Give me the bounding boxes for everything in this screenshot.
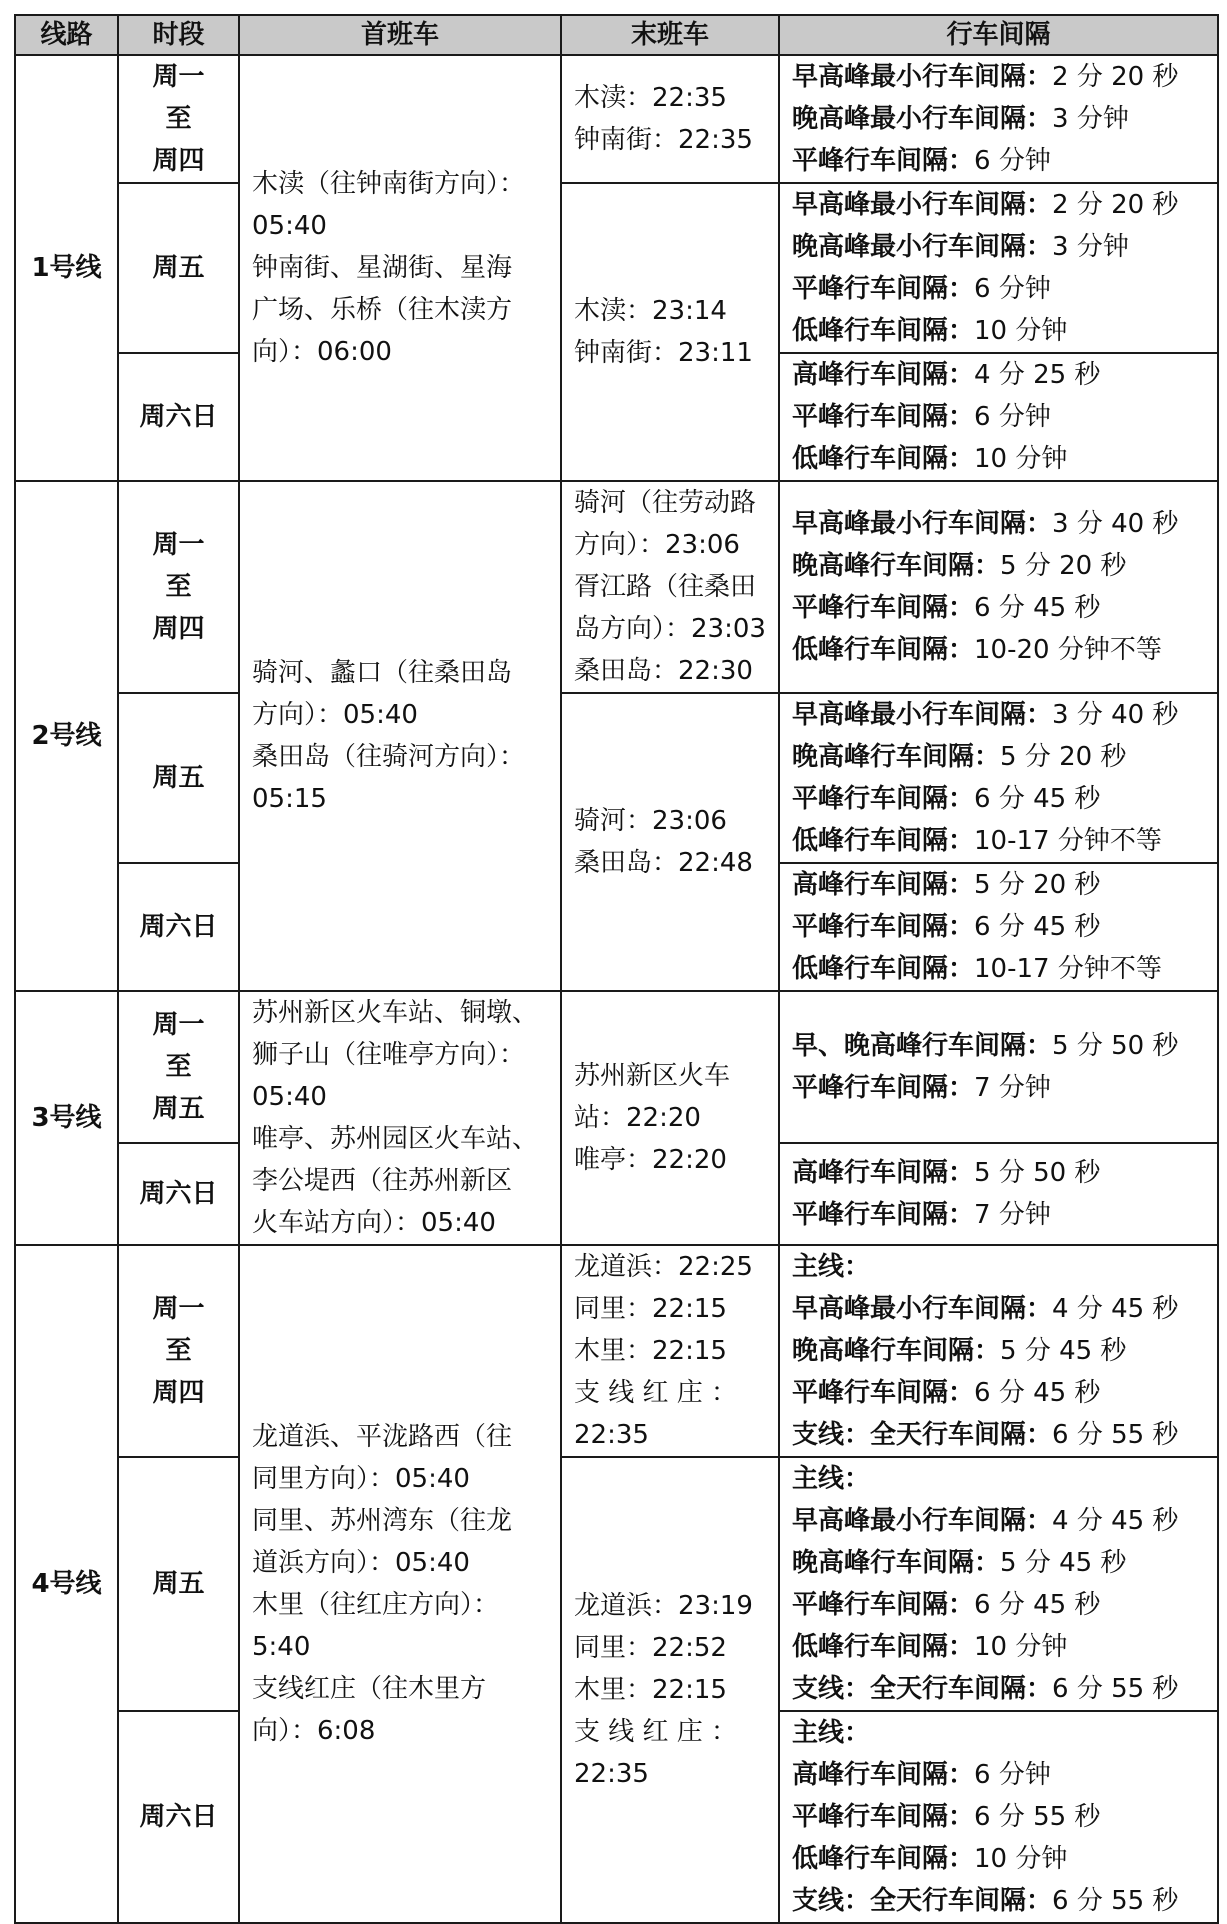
interval-cell — [779, 183, 1218, 353]
interval-value: 6 分 55 秒 — [974, 1802, 1101, 1832]
table-row — [15, 693, 1218, 863]
first-train-line: 狮子山（往唯亭方向）： — [252, 1040, 526, 1070]
interval-line — [792, 1500, 1205, 1542]
period-label: 至 — [165, 1051, 192, 1082]
period-label: 周一 — [152, 1009, 205, 1040]
interval-value: 10-20 分钟不等 — [974, 635, 1162, 665]
interval-label: 平峰行车间隔： — [792, 1072, 975, 1103]
interval-value: 2 分 20 秒 — [1052, 62, 1179, 92]
header-first-train: 首班车 — [239, 15, 561, 55]
interval-value: 6 分 45 秒 — [974, 1590, 1101, 1620]
interval-line — [792, 736, 1205, 778]
first-train-line: 火车站方向）：05:40 — [252, 1208, 496, 1238]
interval-label: 主线： — [792, 1252, 871, 1282]
timetable-body — [15, 55, 1218, 1923]
first-train-line: 木渎（往钟南街方向）： — [252, 169, 526, 199]
interval-label: 早高峰最小行车间隔： — [792, 62, 1053, 92]
period-label: 周一 — [152, 62, 205, 92]
last-train-line: 同里：22:52 — [574, 1633, 727, 1663]
interval-label: 早、晚高峰行车间隔： — [792, 1030, 1053, 1061]
period-label: 至 — [165, 572, 192, 602]
interval-value: 3 分 40 秒 — [1052, 700, 1179, 730]
period-label: 至 — [165, 104, 192, 134]
last-train-line: 木里：22:15 — [574, 1675, 727, 1705]
interval-line — [792, 864, 1205, 906]
period-label: 周一 — [152, 1294, 205, 1324]
interval-line — [792, 629, 1205, 671]
interval-label: 高峰行车间隔： — [792, 1157, 975, 1188]
first-train-line: 广场、乐桥（往木渎方 — [252, 295, 513, 325]
interval-value: 5 分 20 秒 — [974, 870, 1101, 900]
last-train-line: 站：22:20 — [574, 1103, 701, 1133]
interval-label: 平峰行车间隔： — [792, 1590, 975, 1620]
interval-line — [792, 396, 1205, 438]
first-train-line: 5:40 — [252, 1632, 311, 1662]
interval-line — [792, 820, 1205, 862]
interval-line — [792, 1626, 1205, 1668]
interval-value: 6 分 55 秒 — [1052, 1886, 1179, 1916]
last-train-line: 同里：22:15 — [574, 1294, 727, 1324]
interval-value: 6 分 45 秒 — [974, 593, 1101, 623]
interval-label: 平峰行车间隔： — [792, 593, 975, 623]
interval-line — [792, 1754, 1205, 1796]
first-train-cell — [239, 991, 561, 1245]
interval-line — [792, 778, 1205, 820]
interval-label: 低峰行车间隔： — [792, 1844, 975, 1874]
interval-label: 早高峰最小行车间隔： — [792, 700, 1053, 730]
header-line: 线路 — [15, 15, 118, 55]
interval-value: 6 分钟 — [974, 402, 1051, 432]
period-cell — [118, 1143, 239, 1245]
first-train-line: 木里（往红庄方向）： — [252, 1590, 500, 1620]
interval-line — [792, 906, 1205, 948]
interval-label: 晚高峰行车间隔： — [792, 1548, 1001, 1578]
first-train-line: 支线红庄（往木里方 — [252, 1674, 487, 1704]
last-train-line: 桑田岛：22:48 — [574, 848, 753, 878]
interval-cell — [779, 1711, 1218, 1923]
interval-label: 低峰行车间隔： — [792, 444, 975, 474]
last-train-line: 支 线 红 庄 ： — [574, 1717, 738, 1747]
interval-cell — [779, 1143, 1218, 1245]
period-label: 周六日 — [139, 1178, 218, 1209]
interval-cell — [779, 1245, 1218, 1457]
period-label: 周六日 — [139, 402, 218, 432]
interval-line — [792, 268, 1205, 310]
last-train-cell — [561, 481, 779, 693]
interval-value: 5 分 45 秒 — [1000, 1336, 1127, 1366]
period-label: 周四 — [152, 146, 205, 176]
header-row — [15, 15, 1218, 55]
first-train-line: 同里、苏州湾东（往龙 — [252, 1506, 513, 1536]
first-train-line: 方向）：05:40 — [252, 700, 418, 730]
period-cell — [118, 991, 239, 1143]
interval-line — [792, 545, 1205, 587]
interval-value: 10 分钟 — [974, 1844, 1068, 1874]
interval-value: 6 分钟 — [974, 274, 1051, 304]
first-train-line: 桑田岛（往骑河方向）： — [252, 742, 526, 772]
interval-cell — [779, 1457, 1218, 1711]
interval-label: 高峰行车间隔： — [792, 870, 975, 900]
interval-value: 7 分钟 — [974, 1199, 1051, 1230]
last-train-line: 骑河：23:06 — [574, 806, 727, 836]
interval-label: 早高峰最小行车间隔： — [792, 1294, 1053, 1324]
interval-label: 晚高峰行车间隔： — [792, 1336, 1001, 1366]
interval-value: 6 分钟 — [974, 146, 1051, 176]
interval-line — [792, 140, 1205, 182]
interval-value: 10 分钟 — [974, 316, 1068, 346]
interval-value: 6 分 55 秒 — [1052, 1674, 1179, 1704]
line-name: 1号线 — [15, 55, 118, 481]
interval-label: 主线： — [792, 1718, 871, 1748]
interval-label: 低峰行车间隔： — [792, 316, 975, 346]
interval-line — [792, 948, 1205, 990]
first-train-line: 钟南街、星湖街、星海 — [252, 253, 513, 283]
interval-label: 晚高峰行车间隔： — [792, 551, 1001, 581]
first-train-cell — [239, 481, 561, 991]
last-train-line: 22:35 — [574, 1759, 649, 1789]
header-interval: 行车间隔 — [779, 15, 1218, 55]
interval-line — [792, 226, 1205, 268]
interval-label: 早高峰最小行车间隔： — [792, 1506, 1053, 1536]
interval-line — [792, 1194, 1205, 1236]
period-cell — [118, 693, 239, 863]
first-train-cell — [239, 55, 561, 481]
last-train-line: 桑田岛：22:30 — [574, 656, 753, 686]
interval-label: 支线：全天行车间隔： — [792, 1674, 1053, 1704]
interval-label: 平峰行车间隔： — [792, 1802, 975, 1832]
interval-value: 4 分 45 秒 — [1052, 1506, 1179, 1536]
interval-value: 6 分 45 秒 — [974, 784, 1101, 814]
interval-value: 5 分 45 秒 — [1000, 1548, 1127, 1578]
interval-cell — [779, 353, 1218, 481]
interval-label: 支线：全天行车间隔： — [792, 1420, 1053, 1450]
last-train-line: 木渎：22:35 — [574, 83, 727, 113]
period-label: 周六日 — [139, 1802, 218, 1832]
interval-label: 平峰行车间隔： — [792, 146, 975, 176]
line-name: 3号线 — [15, 991, 118, 1245]
first-train-line: 向）：6:08 — [252, 1716, 376, 1746]
interval-value: 3 分 40 秒 — [1052, 509, 1179, 539]
period-label: 周五 — [152, 1093, 205, 1124]
interval-line — [792, 1838, 1205, 1880]
interval-label: 晚高峰行车间隔： — [792, 742, 1001, 772]
last-train-cell — [561, 693, 779, 991]
interval-label: 高峰行车间隔： — [792, 1760, 975, 1790]
first-train-line: 李公堤西（往苏州新区 — [252, 1166, 513, 1196]
interval-label: 平峰行车间隔： — [792, 402, 975, 432]
interval-line — [792, 503, 1205, 545]
interval-label: 支线：全天行车间隔： — [792, 1886, 1053, 1916]
table-row — [15, 55, 1218, 183]
interval-value: 6 分 55 秒 — [1052, 1420, 1179, 1450]
last-train-cell — [561, 1245, 779, 1457]
last-train-line: 钟南街：22:35 — [574, 125, 753, 155]
interval-label: 平峰行车间隔： — [792, 1378, 975, 1408]
interval-line — [792, 1712, 1205, 1754]
interval-line — [792, 56, 1205, 98]
first-train-line: 05:15 — [252, 784, 327, 814]
interval-line — [792, 1067, 1205, 1109]
interval-line — [792, 1668, 1205, 1710]
last-train-line: 龙道浜：22:25 — [574, 1252, 753, 1282]
last-train-line: 木渎：23:14 — [574, 296, 727, 326]
last-train-line: 唯亭：22:20 — [574, 1145, 727, 1175]
interval-value: 10-17 分钟不等 — [974, 826, 1162, 856]
last-train-cell — [561, 55, 779, 183]
last-train-cell — [561, 1457, 779, 1923]
last-train-line: 龙道浜：23:19 — [574, 1591, 753, 1621]
period-cell — [118, 183, 239, 353]
table-row — [15, 991, 1218, 1143]
interval-value: 5 分 50 秒 — [1052, 1030, 1179, 1061]
interval-cell — [779, 863, 1218, 991]
interval-label: 高峰行车间隔： — [792, 360, 975, 390]
interval-line — [792, 98, 1205, 140]
last-train-line: 22:35 — [574, 1420, 649, 1450]
last-train-line: 钟南街：23:11 — [574, 338, 753, 368]
interval-value: 5 分 50 秒 — [974, 1157, 1101, 1188]
timetable — [14, 14, 1219, 1924]
interval-value: 10 分钟 — [974, 444, 1068, 474]
interval-label: 平峰行车间隔： — [792, 1199, 975, 1230]
table-row — [15, 1457, 1218, 1711]
interval-cell — [779, 991, 1218, 1143]
first-train-line: 05:40 — [252, 1082, 327, 1112]
first-train-line: 道浜方向）：05:40 — [252, 1548, 470, 1578]
interval-line — [792, 694, 1205, 736]
table-row — [15, 1245, 1218, 1457]
interval-cell — [779, 55, 1218, 183]
interval-cell — [779, 481, 1218, 693]
interval-label: 低峰行车间隔： — [792, 954, 975, 984]
interval-value: 6 分钟 — [974, 1760, 1051, 1790]
interval-label: 低峰行车间隔： — [792, 1632, 975, 1662]
period-cell — [118, 481, 239, 693]
interval-line — [792, 1414, 1205, 1456]
last-train-line: 方向）：23:06 — [574, 530, 740, 560]
interval-label: 晚高峰最小行车间隔： — [792, 232, 1053, 262]
interval-line — [792, 1880, 1205, 1922]
interval-label: 平峰行车间隔： — [792, 784, 975, 814]
first-train-cell — [239, 1245, 561, 1923]
first-train-line: 向）：06:00 — [252, 337, 392, 367]
last-train-cell — [561, 991, 779, 1245]
period-cell — [118, 1245, 239, 1457]
first-train-line: 唯亭、苏州园区火车站、 — [252, 1124, 539, 1154]
last-train-line: 骑河（往劳动路 — [574, 488, 757, 518]
interval-value: 2 分 20 秒 — [1052, 190, 1179, 220]
interval-value: 4 分 45 秒 — [1052, 1294, 1179, 1324]
last-train-cell — [561, 183, 779, 481]
interval-line — [792, 1796, 1205, 1838]
header-last-train: 末班车 — [561, 15, 779, 55]
interval-line — [792, 354, 1205, 396]
interval-value: 10 分钟 — [974, 1632, 1068, 1662]
last-train-line: 岛方向）：23:03 — [574, 614, 766, 644]
period-cell — [118, 1457, 239, 1711]
interval-line — [792, 1246, 1205, 1288]
line-name: 4号线 — [15, 1245, 118, 1923]
period-label: 周五 — [152, 763, 205, 793]
period-label: 至 — [165, 1336, 192, 1366]
first-train-line: 龙道浜、平泷路西（往 — [252, 1422, 513, 1452]
interval-label: 早高峰最小行车间隔： — [792, 190, 1053, 220]
interval-value: 3 分钟 — [1052, 232, 1129, 262]
interval-label: 低峰行车间隔： — [792, 635, 975, 665]
first-train-line: 骑河、蠡口（往桑田岛 — [252, 658, 513, 688]
period-cell — [118, 55, 239, 183]
interval-value: 4 分 25 秒 — [974, 360, 1101, 390]
interval-label: 早高峰最小行车间隔： — [792, 509, 1053, 539]
period-label: 周五 — [152, 1569, 205, 1599]
interval-value: 6 分 45 秒 — [974, 912, 1101, 942]
period-label: 周四 — [152, 614, 205, 644]
interval-label: 晚高峰最小行车间隔： — [792, 104, 1053, 134]
interval-value: 7 分钟 — [974, 1072, 1051, 1103]
interval-line — [792, 1458, 1205, 1500]
interval-line — [792, 587, 1205, 629]
interval-line — [792, 1372, 1205, 1414]
interval-label: 平峰行车间隔： — [792, 912, 975, 942]
period-label: 周五 — [152, 253, 205, 283]
interval-line — [792, 184, 1205, 226]
first-train-line: 05:40 — [252, 211, 327, 241]
period-label: 周六日 — [139, 912, 218, 942]
period-label: 周一 — [152, 530, 205, 560]
interval-line — [792, 1542, 1205, 1584]
first-train-line: 苏州新区火车站、铜墩、 — [252, 998, 539, 1028]
period-cell — [118, 1711, 239, 1923]
interval-value: 5 分 20 秒 — [1000, 742, 1127, 772]
interval-label: 平峰行车间隔： — [792, 274, 975, 304]
period-label: 周四 — [152, 1378, 205, 1408]
interval-value: 3 分钟 — [1052, 104, 1129, 134]
header-period: 时段 — [118, 15, 239, 55]
last-train-line: 苏州新区火车 — [574, 1061, 731, 1091]
interval-value: 5 分 20 秒 — [1000, 551, 1127, 581]
interval-label: 主线： — [792, 1464, 871, 1494]
interval-value: 10-17 分钟不等 — [974, 954, 1162, 984]
last-train-line: 木里：22:15 — [574, 1336, 727, 1366]
period-cell — [118, 353, 239, 481]
first-train-line: 同里方向）：05:40 — [252, 1464, 470, 1494]
table-row — [15, 183, 1218, 353]
interval-line — [792, 310, 1205, 352]
interval-line — [792, 1288, 1205, 1330]
interval-line — [792, 1152, 1205, 1194]
interval-line — [792, 438, 1205, 480]
interval-cell — [779, 693, 1218, 863]
interval-line — [792, 1584, 1205, 1626]
interval-label: 低峰行车间隔： — [792, 826, 975, 856]
interval-line — [792, 1025, 1205, 1067]
table-row — [15, 481, 1218, 693]
interval-line — [792, 1330, 1205, 1372]
interval-value: 6 分 45 秒 — [974, 1378, 1101, 1408]
line-name: 2号线 — [15, 481, 118, 991]
last-train-line: 胥江路（往桑田 — [574, 572, 757, 602]
period-cell — [118, 863, 239, 991]
last-train-line: 支 线 红 庄 ： — [574, 1378, 738, 1408]
